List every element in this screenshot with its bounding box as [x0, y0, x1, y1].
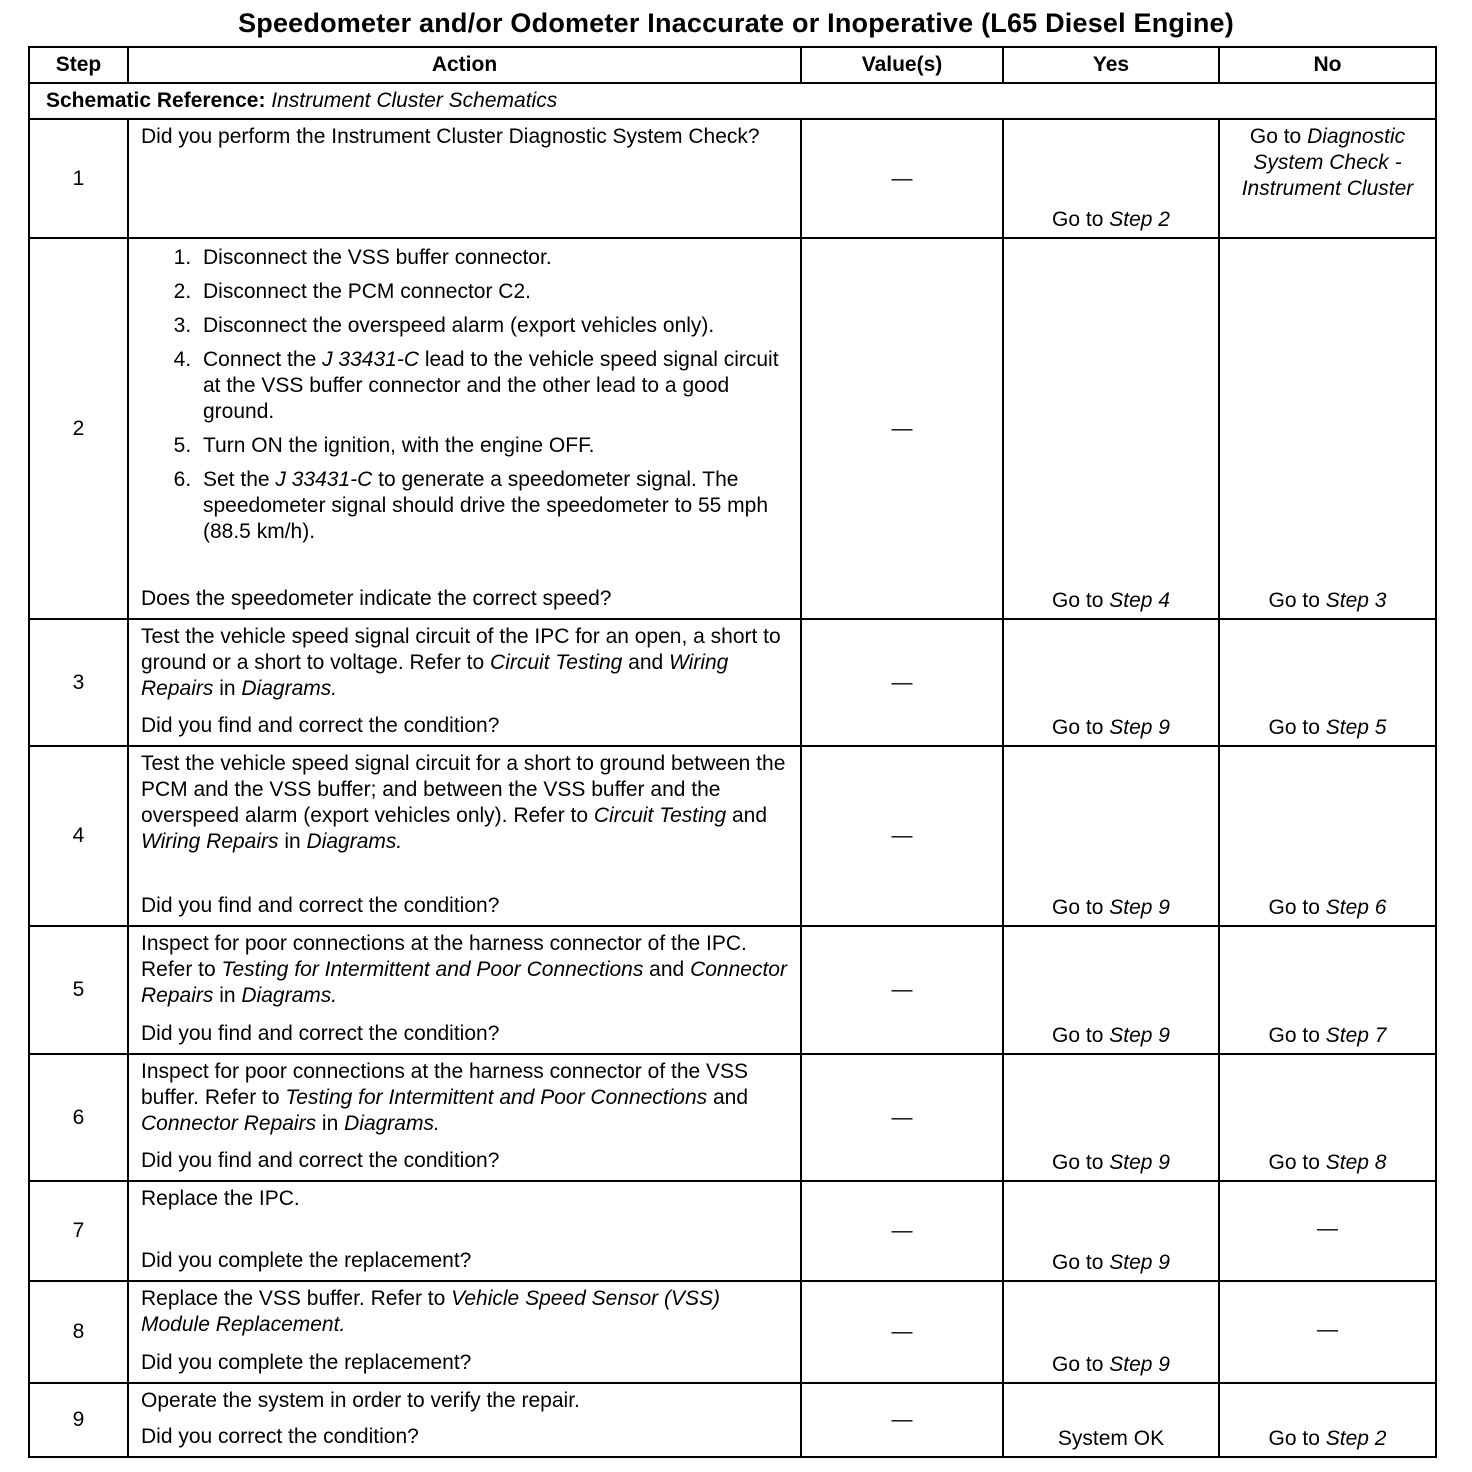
action-text: Inspect for poor connections at the harness connector of the IPC. Refer to: [141, 932, 747, 981]
reference-link[interactable]: Circuit Testing: [490, 651, 623, 674]
action-instructions: [141, 751, 792, 887]
diagnostic-table: [28, 46, 1437, 1458]
substep-item: [197, 347, 792, 425]
goto-link[interactable]: Diagnostic System Check - Instrument Cluster: [1241, 125, 1414, 200]
no-cell: [1219, 619, 1436, 746]
goto-prefix: Go to: [1052, 589, 1110, 612]
action-cell: [128, 119, 801, 238]
no-cell: [1219, 926, 1436, 1054]
substep-list: [141, 245, 792, 545]
reference-link[interactable]: Connector Repairs: [141, 1112, 317, 1135]
goto-link[interactable]: Step 9: [1109, 1024, 1170, 1047]
value-cell: —: [801, 238, 1003, 619]
goto-prefix: Go to: [1268, 589, 1326, 612]
goto-prefix: Go to: [1052, 1251, 1110, 1274]
goto-prefix: Go to: [1052, 716, 1110, 739]
reference-link[interactable]: Wiring Repairs: [141, 651, 729, 700]
action-text: Test the vehicle speed signal circuit for a short to ground between the PCM and the VSS buffer; and between the VSS buffer and the overspeed alarm (export vehicles only). Refer to: [141, 752, 786, 827]
reference-link[interactable]: Testing for Intermittent and Poor Connections: [285, 1086, 708, 1109]
action-question: Does the speedometer indicate the correct speed?: [141, 587, 612, 610]
result-text: System OK: [1057, 1427, 1165, 1450]
value-cell: —: [801, 1054, 1003, 1181]
goto-prefix: Go to: [1249, 125, 1308, 148]
action-instructions: [141, 624, 792, 707]
step-row-3: [29, 619, 1436, 746]
page-title: Speedometer and/or Odometer Inaccurate or Inoperative (L65 Diesel Engine): [238, 8, 1234, 38]
step-row-7: [29, 1181, 1436, 1281]
no-cell: [1219, 238, 1436, 619]
no-cell: [1219, 1383, 1436, 1457]
step-row-8: [29, 1281, 1436, 1383]
goto-link[interactable]: Step 9: [1109, 716, 1170, 739]
action-text: and: [643, 958, 691, 981]
yes-cell: [1003, 238, 1219, 619]
value-cell: —: [801, 619, 1003, 746]
step-number: 7: [29, 1181, 128, 1281]
action-question: Did you complete the replacement?: [141, 1351, 472, 1374]
action-cell: [128, 238, 801, 619]
yes-cell: [1003, 1383, 1219, 1457]
goto-link[interactable]: Step 2: [1109, 208, 1170, 231]
value-cell: —: [801, 1181, 1003, 1281]
value-cell: —: [801, 119, 1003, 238]
action-text: Turn ON the ignition, with the engine OFF.: [203, 434, 595, 457]
no-cell: [1219, 746, 1436, 926]
action-question: Did you find and correct the condition?: [141, 1022, 500, 1045]
action-instructions: [141, 931, 792, 1015]
reference-link[interactable]: Diagrams.: [306, 830, 403, 853]
reference-link[interactable]: Connector Repairs: [141, 958, 787, 1007]
goto-link[interactable]: Step 6: [1325, 896, 1387, 919]
reference-link[interactable]: Vehicle Speed Sensor (VSS) Module Replacement.: [141, 1287, 721, 1336]
goto-link[interactable]: Step 9: [1109, 1151, 1170, 1174]
schematic-reference-link[interactable]: Instrument Cluster Schematics: [271, 89, 558, 112]
goto-prefix: Go to: [1268, 716, 1326, 739]
step-number: 5: [29, 926, 128, 1054]
action-text: and: [726, 804, 768, 827]
no-cell: [1219, 1281, 1436, 1383]
value-cell: —: [801, 1281, 1003, 1383]
action-text: in: [316, 1112, 345, 1135]
action-text: Set the: [203, 468, 276, 491]
step-row-2: [29, 238, 1436, 619]
step-number: 3: [29, 619, 128, 746]
no-action-dash: —: [1317, 1318, 1338, 1341]
header-yes: Yes: [1003, 47, 1219, 83]
step-row-1: [29, 119, 1436, 238]
header-no: No: [1219, 47, 1436, 83]
action-question: Did you correct the condition?: [141, 1425, 419, 1448]
goto-prefix: Go to: [1052, 1151, 1110, 1174]
action-text: and: [707, 1086, 749, 1109]
step-row-5: [29, 926, 1436, 1054]
header-row: [29, 47, 1436, 83]
value-cell: —: [801, 746, 1003, 926]
step-number: 8: [29, 1281, 128, 1383]
step-row-4: [29, 746, 1436, 926]
action-text: Did you perform the Instrument Cluster Diagnostic System Check?: [141, 125, 760, 148]
header-action: Action: [128, 47, 801, 83]
goto-prefix: Go to: [1268, 896, 1326, 919]
goto-prefix: Go to: [1052, 896, 1110, 919]
value-cell: —: [801, 926, 1003, 1054]
action-text: Connect the: [203, 348, 323, 371]
action-text: Replace the VSS buffer. Refer to: [141, 1287, 452, 1310]
reference-link[interactable]: Circuit Testing: [593, 804, 727, 827]
action-instructions: [141, 1286, 792, 1344]
action-cell: [128, 746, 801, 926]
action-cell: [128, 1383, 801, 1457]
action-text: Replace the IPC.: [141, 1187, 300, 1210]
step-row-9: [29, 1383, 1436, 1457]
action-text: in: [278, 830, 307, 853]
action-question: Did you find and correct the condition?: [141, 894, 500, 917]
step-number: 4: [29, 746, 128, 926]
goto-link[interactable]: Step 9: [1109, 896, 1170, 919]
reference-link[interactable]: J 33431-C: [275, 468, 373, 491]
no-cell: [1219, 119, 1436, 238]
action-text: Disconnect the PCM connector C2.: [203, 280, 531, 303]
goto-link[interactable]: Step 5: [1325, 716, 1387, 739]
action-cell: [128, 619, 801, 746]
action-text: Disconnect the VSS buffer connector.: [203, 246, 552, 269]
reference-link[interactable]: Wiring Repairs: [141, 830, 279, 853]
step-row-6: [29, 1054, 1436, 1181]
action-cell: [128, 926, 801, 1054]
action-question: Did you complete the replacement?: [141, 1249, 472, 1272]
goto-link[interactable]: Step 8: [1325, 1151, 1387, 1174]
goto-prefix: Go to: [1268, 1151, 1326, 1174]
goto-prefix: Go to: [1052, 1024, 1110, 1047]
step-number: 9: [29, 1383, 128, 1457]
reference-link[interactable]: J 33431-C: [322, 348, 419, 371]
action-instructions: [141, 243, 792, 580]
action-cell: [128, 1281, 801, 1383]
yes-cell: [1003, 746, 1219, 926]
goto-link[interactable]: Step 9: [1109, 1251, 1170, 1274]
schematic-reference-label: Schematic Reference:: [46, 89, 266, 112]
action-text: Inspect for poor connections at the harness connector of the VSS buffer. Refer to: [141, 1060, 749, 1109]
step-number: 2: [29, 238, 128, 619]
no-cell: [1219, 1181, 1436, 1281]
yes-cell: [1003, 619, 1219, 746]
action-question: Did you find and correct the condition?: [141, 714, 500, 737]
action-text: in: [213, 677, 242, 700]
action-instructions: [141, 124, 792, 231]
reference-link[interactable]: Diagrams.: [344, 1112, 440, 1135]
goto-prefix: Go to: [1268, 1427, 1326, 1450]
substep-item: [197, 313, 792, 339]
action-cell: [128, 1181, 801, 1281]
goto-link[interactable]: Step 9: [1109, 1353, 1170, 1376]
header-values: Value(s): [801, 47, 1003, 83]
reference-link[interactable]: Diagrams.: [241, 984, 338, 1007]
yes-cell: [1003, 1181, 1219, 1281]
goto-prefix: Go to: [1052, 1353, 1110, 1376]
yes-cell: [1003, 1054, 1219, 1181]
no-cell: [1219, 1054, 1436, 1181]
no-action-dash: —: [1317, 1217, 1338, 1240]
goto-link[interactable]: Step 2: [1325, 1427, 1387, 1450]
action-text: to generate a speedometer signal. The speedometer signal should drive the speedometer to 55 mph (88.5 km/h).: [203, 468, 769, 543]
action-text: lead to the vehicle speed signal circuit at the VSS buffer connector and the other lead to a good ground.: [203, 348, 779, 423]
substep-item: [197, 279, 792, 305]
header-step: Step: [29, 47, 128, 83]
goto-link[interactable]: Step 7: [1325, 1024, 1387, 1047]
goto-link[interactable]: Step 4: [1109, 589, 1170, 612]
action-instructions: [141, 1388, 792, 1418]
schematic-reference-row: [29, 83, 1436, 119]
goto-prefix: Go to: [1052, 208, 1110, 231]
goto-link[interactable]: Step 3: [1325, 589, 1387, 612]
reference-link[interactable]: Testing for Intermittent and Poor Connections: [221, 958, 644, 981]
yes-cell: [1003, 926, 1219, 1054]
action-cell: [128, 1054, 801, 1181]
value-cell: —: [801, 1383, 1003, 1457]
schematic-reference: [29, 83, 1436, 119]
step-number: 1: [29, 119, 128, 238]
substep-item: [197, 245, 792, 271]
yes-cell: [1003, 1281, 1219, 1383]
action-text: and: [622, 651, 670, 674]
action-text: Operate the system in order to verify the repair.: [141, 1389, 580, 1412]
goto-prefix: Go to: [1268, 1024, 1326, 1047]
action-instructions: [141, 1059, 792, 1142]
step-number: 6: [29, 1054, 128, 1181]
substep-item: [197, 433, 792, 459]
action-text: Test the vehicle speed signal circuit of the IPC for an open, a short to ground or a short to voltage. Refer to: [141, 625, 781, 674]
yes-cell: [1003, 119, 1219, 238]
reference-link[interactable]: Diagrams.: [241, 677, 338, 700]
substep-item: [197, 467, 792, 545]
action-instructions: [141, 1186, 792, 1242]
action-question: Did you find and correct the condition?: [141, 1149, 500, 1172]
action-text: in: [213, 984, 242, 1007]
action-text: Disconnect the overspeed alarm (export vehicles only).: [203, 314, 715, 337]
